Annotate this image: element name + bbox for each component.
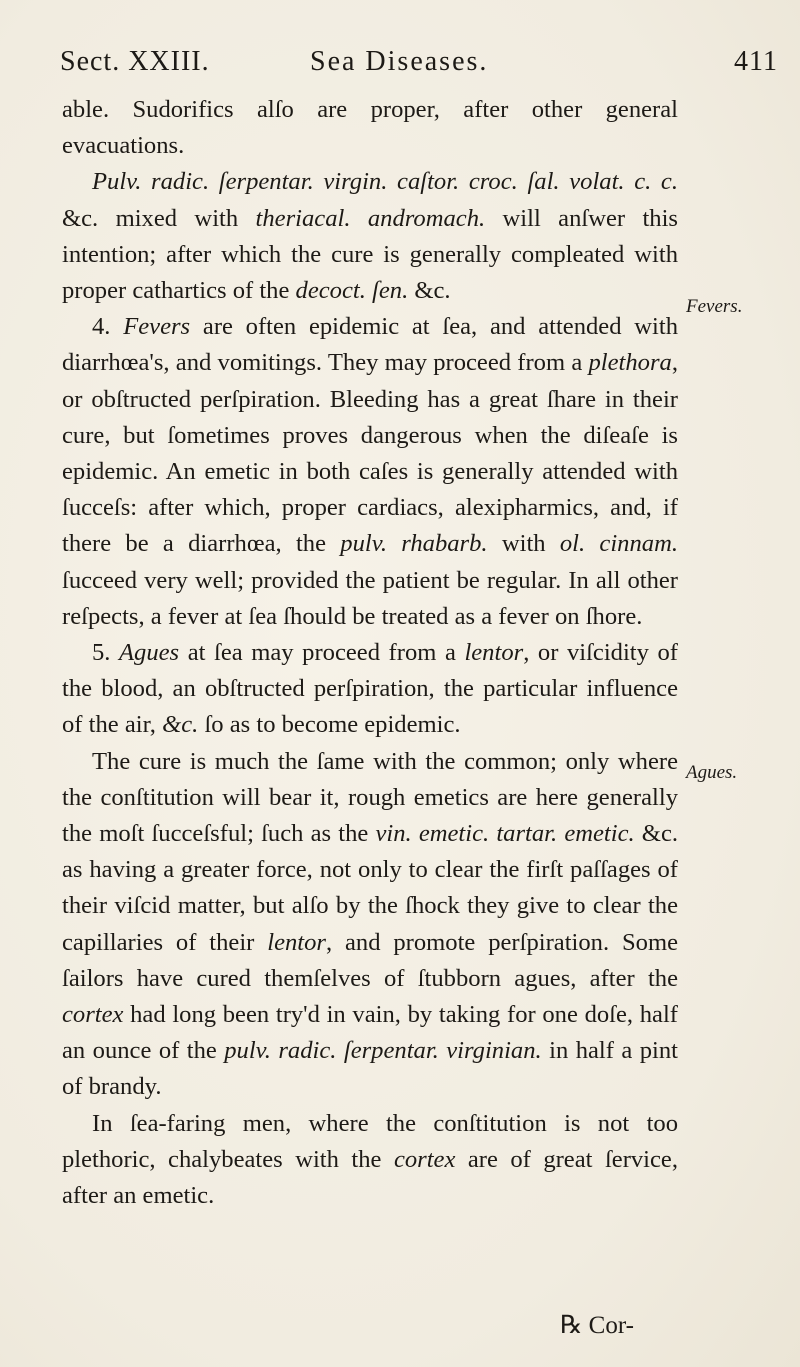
margin-note-fevers: Fevers.	[686, 296, 743, 317]
running-title: Sea Diseases.	[310, 46, 489, 77]
paragraph-pulv-serpentar: Pulv. radic. ſerpentar. virgin. caſtor. croc. ſal. volat. c. c. &c. mixed with theriacal. andromach. will anſwer this intention; after which the cure is generally compleated with proper cathartics of the decoct. ſen. &c.	[62, 168, 678, 305]
paragraph-sea-faring: In ſea-faring men, where the conſtitution is not too plethoric, chalybeates with the cortex are of great ſervice, after an emetic.	[62, 1109, 678, 1210]
paragraph-agues: 5. Agues at ſea may proceed from a lentor, or viſcidity of the blood, an obſtructed perſpiration, the particular influence of the air, &c. ſo as to become epidemic.	[62, 639, 678, 739]
page-number: 411	[734, 46, 778, 77]
body-text	[62, 92, 678, 1214]
paragraph-cure: The cure is much the ſame with the common; only where the conſtitution will bear it, rough emetics are here generally the moſt ſucceſsful; ſuch as the vin. emetic. tartar. emetic. &c. as having a greater force, not only to clear the firſt paſſages of their viſcid matter, but alſo by the ſhock they give to clear the capillaries of their lentor, and promote perſpiration. Some ſailors have cured themſelves of ſtubborn agues, after the cortex had long been try'd in vain, by taking for one doſe, half an ounce of the pulv. radic. ſerpentar. virginian. in half a pint of brandy.	[62, 747, 679, 1101]
paragraph-sudorifics: able. Sudorifics alſo are proper, after other general evacuations.	[62, 96, 678, 160]
margin-note-agues: Agues.	[686, 762, 738, 783]
running-head	[60, 46, 778, 86]
section-number: Sect. XXIII.	[60, 46, 210, 77]
catchword: ℞ Cor-	[560, 1312, 634, 1339]
paragraph-fevers: 4. Fevers are often epidemic at ſea, and attended with diarrhœa's, and vomitings. They may proceed from a plethora, or obſtructed perſpiration. Bleeding has a great ſhare in their cure, but ſometimes proves dangerous when the diſeaſe is epidemic. An emetic in both caſes is generally attended with ſucceſs: after which, proper cardiacs, alexipharmics, and, if there be a diarrhœa, the pulv. rhabarb. with ol. cinnam. ſucceed very well; provided the patient be regular. In all other reſpects, a fever at ſea ſhould be treated as a fever on ſhore.	[62, 313, 679, 630]
